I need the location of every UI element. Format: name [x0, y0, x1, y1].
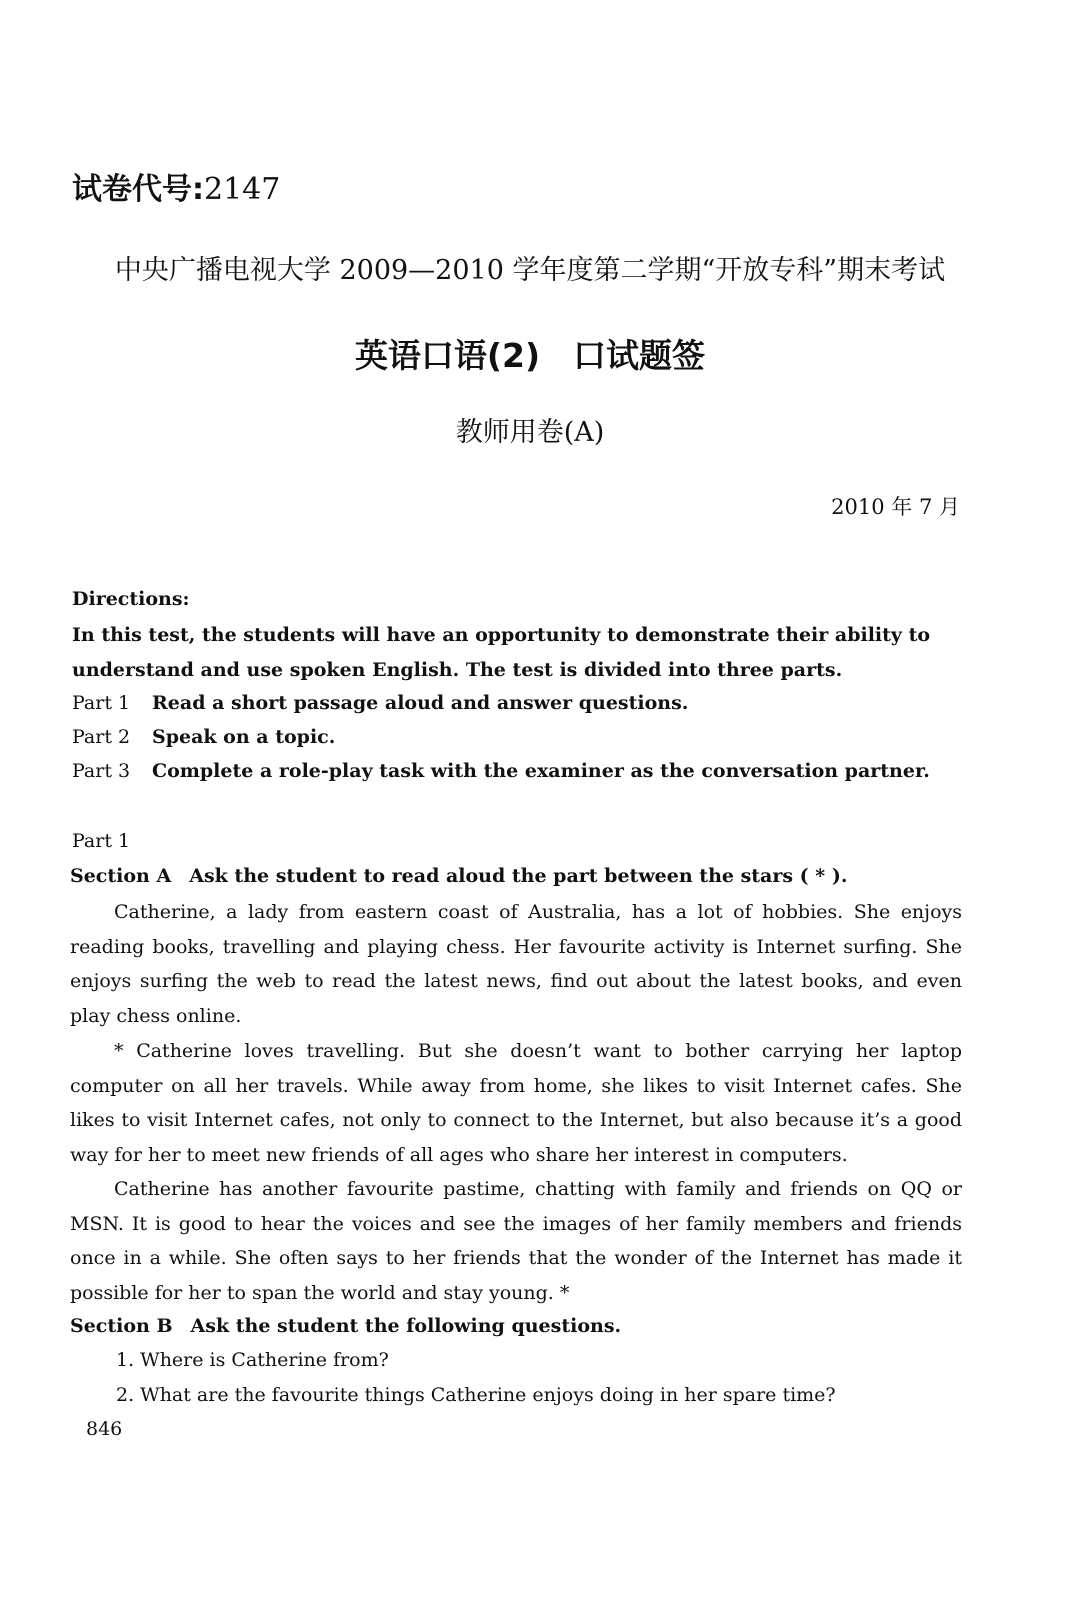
- passage-paragraph-3: Catherine has another favourite pastime, chatting with family and friends on QQ or MSN. It is good to hear the voices and see the images of her family members and friends once in a while. She often says to her friends that the wonder of the Internet has made it possible for her to span the world and stay young. *: [70, 1178, 962, 1304]
- part-description: Read a short passage aloud and answer questions.: [152, 692, 689, 714]
- exam-title: 英语口语(2) 口试题签: [354, 336, 706, 375]
- section-a-description: Ask the student to read aloud the part between the stars ( * ).: [189, 865, 848, 887]
- paper-code-label: 试卷代号:: [72, 172, 204, 207]
- passage-paragraph-1: Catherine, a lady from eastern coast of Australia, has a lot of hobbies. She enjoys reading books, travelling and playing chess. Her favourite activity is Internet surfing. She enjoys surfing the web to read the latest news, find out about the latest books, and even play chess online.: [70, 901, 962, 1027]
- section-a-heading: [70, 861, 847, 891]
- institution-line: 中央广播电视大学 2009—2010 学年度第二学期“开放专科”期末考试: [114, 255, 946, 286]
- directions-heading: Directions:: [72, 588, 190, 610]
- part-description: Speak on a topic.: [152, 726, 336, 748]
- part1-heading: Part 1: [72, 830, 131, 852]
- part-label: Part 1: [72, 692, 131, 714]
- part-description: Complete a role-play task with the examiner as the conversation partner.: [152, 760, 930, 782]
- directions-text: In this test, the students will have an opportunity to demonstrate their ability to understand and use spoken English. The test is divided into three parts.: [72, 624, 931, 681]
- part-label: Part 3: [72, 760, 131, 782]
- paper-code: [72, 172, 280, 208]
- exam-date: 2010 年 7 月: [831, 495, 960, 519]
- question-1: 1. Where is Catherine from?: [116, 1349, 389, 1371]
- directions-part-2: [72, 722, 335, 752]
- directions-part-1: [72, 688, 688, 718]
- section-b-heading: [70, 1311, 621, 1341]
- page-number: 846: [86, 1418, 123, 1440]
- paper-code-number: 2147: [204, 172, 281, 207]
- section-b-description: Ask the student the following questions.: [190, 1315, 622, 1337]
- section-b-title: Section B: [70, 1315, 173, 1337]
- section-a-title: Section A: [70, 865, 172, 887]
- exam-subtitle: 教师用卷(A): [455, 417, 605, 448]
- passage-paragraph-2: * Catherine loves travelling. But she doesn’t want to bother carrying her laptop computer on all her travels. While away from home, she likes to visit Internet cafes. She likes to visit Internet cafes, not only to connect to the Internet, but also because it’s a good way for her to meet new friends of all ages who share her interest in computers.: [70, 1040, 962, 1166]
- part-label: Part 2: [72, 726, 131, 748]
- directions-part-3: [72, 756, 930, 786]
- question-2: 2. What are the favourite things Catherine enjoys doing in her spare time?: [116, 1384, 836, 1406]
